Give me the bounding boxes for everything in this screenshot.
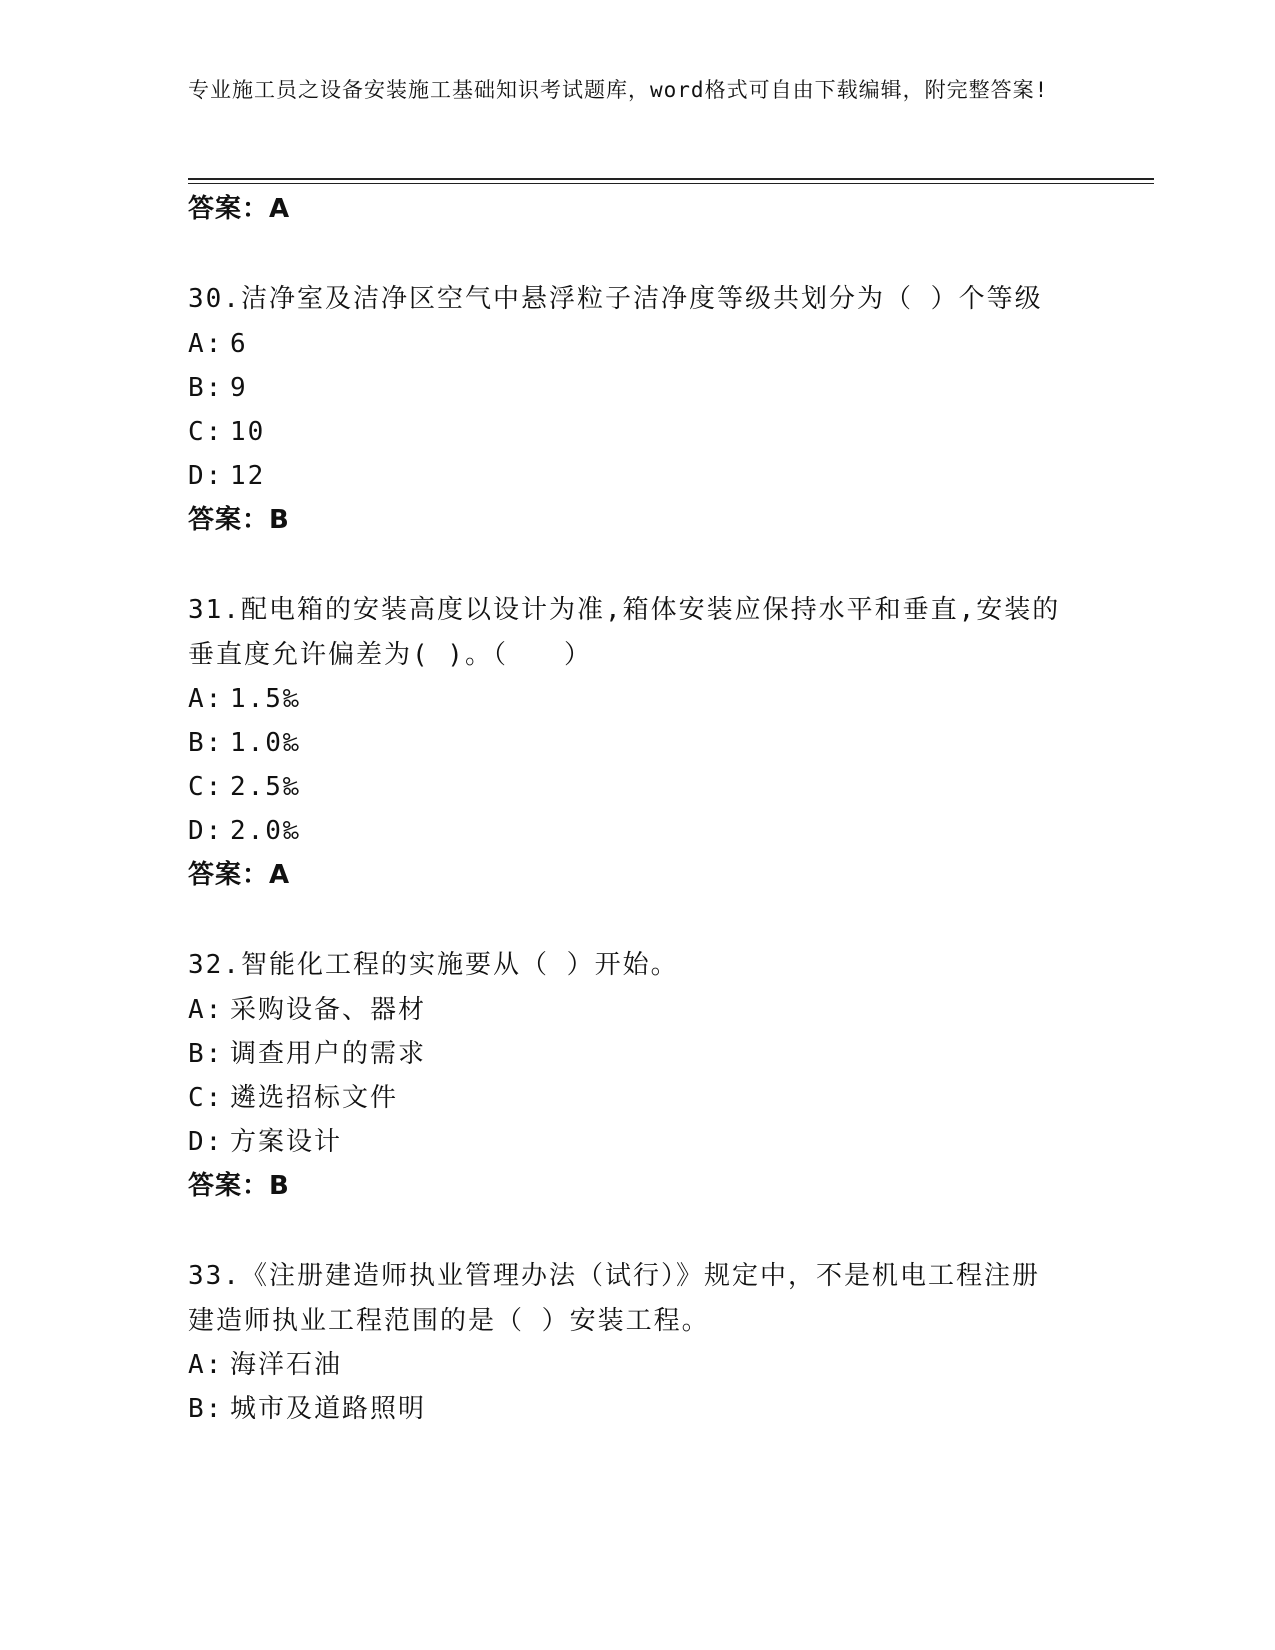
header-divider (188, 178, 1154, 180)
option-a: A: 6 (188, 329, 248, 359)
option-c: C: 遴选招标文件 (188, 1083, 399, 1113)
option-d: D: 方案设计 (188, 1127, 343, 1157)
question-text: 32.智能化工程的实施要从（ ）开始。 (188, 950, 679, 980)
question-text: 31.配电箱的安装高度以设计为准,箱体安装应保持水平和垂直,安装的 (188, 595, 1061, 625)
question-text: 33.《注册建造师执业管理办法（试行）》规定中，不是机电工程注册 (188, 1261, 1040, 1291)
question-text-cont: 垂直度允许偏差为( )。（ ） (188, 640, 592, 670)
document-header: 专业施工员之设备安装施工基础知识考试题库，word格式可自由下载编辑，附完整答案! (188, 78, 1049, 102)
option-a: A: 1.5‰ (188, 684, 301, 714)
option-d: D: 2.0‰ (188, 816, 301, 846)
answer: 答案：A (188, 194, 291, 224)
option-c: C: 10 (188, 417, 266, 447)
question-text-cont: 建造师执业工程范围的是（ ）安装工程。 (188, 1306, 710, 1336)
header-divider-thin (188, 183, 1154, 184)
answer: 答案：A (188, 860, 291, 890)
option-b: B: 城市及道路照明 (188, 1394, 427, 1424)
option-b: B: 1.0‰ (188, 728, 301, 758)
option-c: C: 2.5‰ (188, 772, 301, 802)
option-a: A: 海洋石油 (188, 1350, 343, 1380)
answer: 答案：B (188, 505, 290, 535)
option-a: A: 采购设备、器材 (188, 995, 427, 1025)
answer: 答案：B (188, 1171, 290, 1201)
question-text: 30.洁净室及洁净区空气中悬浮粒子洁净度等级共划分为（ ）个等级 (188, 284, 1043, 314)
option-b: B: 9 (188, 373, 248, 403)
option-b: B: 调查用户的需求 (188, 1039, 427, 1069)
option-d: D: 12 (188, 461, 266, 491)
